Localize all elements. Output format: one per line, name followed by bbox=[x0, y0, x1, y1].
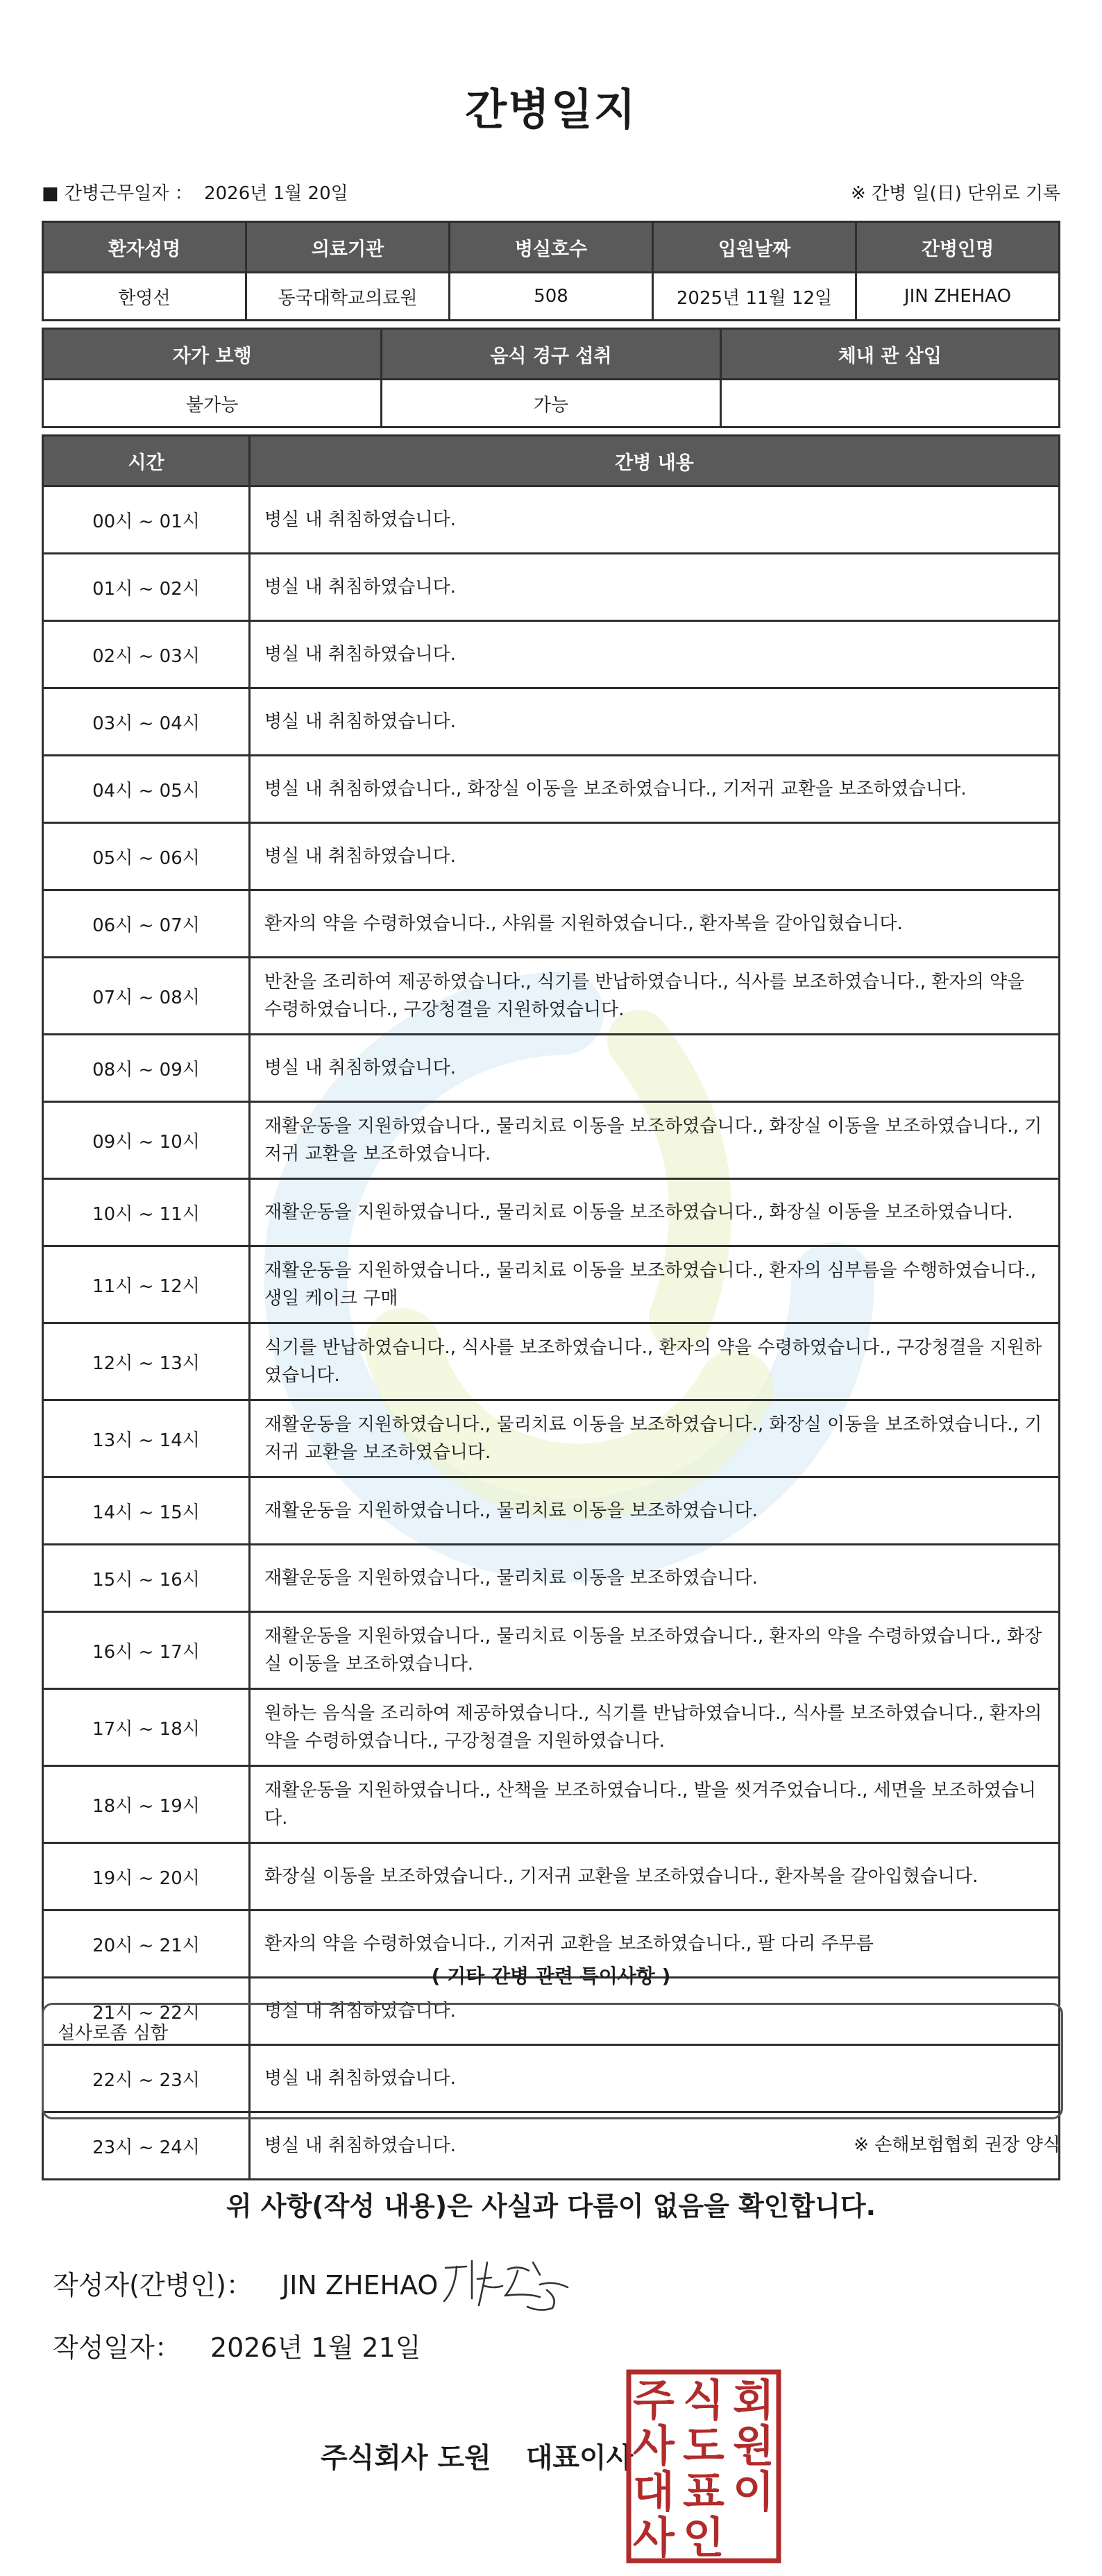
work-date-label: ■ 간병근무일자 ： bbox=[42, 183, 193, 204]
header-patient-name: 환자성명 bbox=[43, 222, 246, 273]
seal-character: 이 bbox=[733, 2466, 774, 2517]
ability-value-row bbox=[43, 380, 1060, 427]
company-name: 주식회사 도원 bbox=[321, 2442, 491, 2474]
log-row bbox=[43, 1102, 1060, 1179]
special-notes-box[interactable] bbox=[42, 2003, 1063, 2119]
log-content: 재활운동을 지원하였습니다., 물리치료 이동을 보조하였습니다. bbox=[250, 1545, 1060, 1612]
header-self-walking: 자가 보행 bbox=[43, 329, 382, 380]
log-row bbox=[43, 756, 1060, 823]
log-content: 병실 내 취침하였습니다. bbox=[250, 2112, 1060, 2180]
log-time: 07시 ~ 08시 bbox=[43, 958, 250, 1035]
tube-insertion-value bbox=[720, 380, 1059, 427]
log-content: 병실 내 취침하였습니다. bbox=[250, 823, 1060, 890]
log-time: 22시 ~ 23시 bbox=[43, 2045, 250, 2112]
log-content: 병실 내 취침하였습니다. bbox=[250, 554, 1060, 621]
handwritten-signature bbox=[436, 2247, 575, 2316]
log-content: 환자의 약을 수령하였습니다., 샤워를 지원하였습니다., 환자복을 갈아입혔습니다. bbox=[250, 890, 1060, 958]
log-row bbox=[43, 1477, 1060, 1545]
log-row bbox=[43, 1545, 1060, 1612]
log-content: 재활운동을 지원하였습니다., 물리치료 이동을 보조하였습니다. bbox=[250, 1477, 1060, 1545]
record-unit-note: ※ 간병 일(日) 단위로 기록 bbox=[850, 183, 1060, 204]
log-row bbox=[43, 958, 1060, 1035]
writer-label: 작성자(간병인)： bbox=[53, 2270, 253, 2300]
header-admission-date: 입원날짜 bbox=[653, 222, 856, 273]
log-content: 식기를 반납하였습니다., 식사를 보조하였습니다., 환자의 약을 수령하였습니다., 구강청결을 지원하였습니다. bbox=[250, 1323, 1060, 1400]
special-notes-text: 설사로좀 심함 bbox=[58, 2023, 168, 2044]
log-content: 재활운동을 지원하였습니다., 산책을 보조하였습니다., 발을 씻겨주었습니다., 세면을 보조하였습니다. bbox=[250, 1766, 1060, 1843]
log-content: 환자의 약을 수령하였습니다., 기저귀 교환을 보조하였습니다., 팔 다리 주무름 bbox=[250, 1910, 1060, 1978]
hospital-name: 동국대학교의료원 bbox=[246, 273, 450, 321]
log-content: 재활운동을 지원하였습니다., 물리치료 이동을 보조하였습니다., 화장실 이동을 보조하였습니다., 기저귀 교환을 보조하였습니다. bbox=[250, 1400, 1060, 1477]
log-content: 재활운동을 지원하였습니다., 물리치료 이동을 보조하였습니다., 화장실 이동을 보조하였습니다., 기저귀 교환을 보조하였습니다. bbox=[250, 1102, 1060, 1179]
header-room-number: 병실호수 bbox=[450, 222, 653, 273]
header-care-content: 간병 내용 bbox=[250, 436, 1060, 486]
form-source-note: ※ 손해보험협회 권장 양식 bbox=[854, 2135, 1060, 2155]
seal-character: 도 bbox=[683, 2421, 724, 2471]
log-row bbox=[43, 486, 1060, 554]
log-row bbox=[43, 890, 1060, 958]
log-header-row bbox=[43, 436, 1060, 486]
log-time: 21시 ~ 22시 bbox=[43, 1978, 250, 2045]
log-content: 재활운동을 지원하였습니다., 물리치료 이동을 보조하였습니다., 화장실 이동을 보조하였습니다. bbox=[250, 1179, 1060, 1246]
log-time: 19시 ~ 20시 bbox=[43, 1843, 250, 1910]
log-time: 00시 ~ 01시 bbox=[43, 486, 250, 554]
patient-header-row bbox=[43, 222, 1060, 273]
seal-character: 원 bbox=[733, 2421, 774, 2471]
care-log-table bbox=[42, 434, 1060, 2180]
seal-character: 표 bbox=[683, 2466, 724, 2517]
header-caregiver-name: 간병인명 bbox=[856, 222, 1060, 273]
log-content: 병실 내 취침하였습니다., 화장실 이동을 보조하였습니다., 기저귀 교환을 보조하였습니다. bbox=[250, 756, 1060, 823]
log-content: 병실 내 취침하였습니다. bbox=[250, 621, 1060, 688]
page-title: 간병일지 bbox=[465, 84, 637, 135]
log-time: 08시 ~ 09시 bbox=[43, 1035, 250, 1102]
special-notes-heading: ( 기타 간병 관련 특이사항 ) bbox=[431, 1965, 671, 1988]
admission-date: 2025년 11월 12일 bbox=[653, 273, 856, 321]
log-time: 04시 ~ 05시 bbox=[43, 756, 250, 823]
log-time: 14시 ~ 15시 bbox=[43, 1477, 250, 1545]
patient-value-row bbox=[43, 273, 1060, 321]
log-time: 10시 ~ 11시 bbox=[43, 1179, 250, 1246]
representative-title: 대표이사 bbox=[525, 2442, 634, 2474]
company-seal-stamp bbox=[625, 2368, 783, 2565]
header-hospital: 의료기관 bbox=[246, 222, 450, 273]
log-time: 15시 ~ 16시 bbox=[43, 1545, 250, 1612]
log-row bbox=[43, 554, 1060, 621]
work-date-line bbox=[42, 179, 348, 205]
log-time: 16시 ~ 17시 bbox=[43, 1612, 250, 1689]
log-time: 23시 ~ 24시 bbox=[43, 2112, 250, 2180]
header-tube-insertion: 체내 관 삽입 bbox=[720, 329, 1059, 380]
seal-character: 인 bbox=[683, 2512, 724, 2563]
confirmation-statement: 위 사항(작성 내용)은 사실과 다름이 없음을 확인합니다. bbox=[226, 2191, 876, 2221]
patient-ability-table bbox=[42, 328, 1060, 428]
room-number: 508 bbox=[450, 273, 653, 321]
log-content: 병실 내 취침하였습니다. bbox=[250, 486, 1060, 554]
log-time: 01시 ~ 02시 bbox=[43, 554, 250, 621]
log-content: 재활운동을 지원하였습니다., 물리치료 이동을 보조하였습니다., 환자의 심부름을 수행하였습니다., 생일 케이크 구매 bbox=[250, 1246, 1060, 1323]
log-row bbox=[43, 1323, 1060, 1400]
patient-name: 한영선 bbox=[43, 273, 246, 321]
log-time: 11시 ~ 12시 bbox=[43, 1246, 250, 1323]
log-row bbox=[43, 1179, 1060, 1246]
written-date-label: 작성일자： bbox=[53, 2332, 181, 2363]
log-content: 반찬을 조리하여 제공하였습니다., 식기를 반납하였습니다., 식사를 보조하였습니다., 환자의 약을 수령하였습니다., 구강청결을 지원하였습니다. bbox=[250, 958, 1060, 1035]
seal-character: 식 bbox=[683, 2375, 724, 2425]
writer-line bbox=[53, 2264, 438, 2302]
log-row bbox=[43, 621, 1060, 688]
seal-character: 사 bbox=[633, 2421, 675, 2471]
seal-character: 대 bbox=[633, 2466, 675, 2517]
seal-character: 사 bbox=[633, 2512, 675, 2563]
log-row bbox=[43, 1843, 1060, 1910]
log-content: 병실 내 취침하였습니다. bbox=[250, 1978, 1060, 2045]
seal-character: 주 bbox=[633, 2375, 675, 2425]
log-content: 화장실 이동을 보조하였습니다., 기저귀 교환을 보조하였습니다., 환자복을 갈아입혔습니다. bbox=[250, 1843, 1060, 1910]
header-time: 시간 bbox=[43, 436, 250, 486]
log-row bbox=[43, 1035, 1060, 1102]
log-row bbox=[43, 1689, 1060, 1766]
log-time: 09시 ~ 10시 bbox=[43, 1102, 250, 1179]
log-time: 02시 ~ 03시 bbox=[43, 621, 250, 688]
caregiver-name: JIN ZHEHAO bbox=[856, 273, 1060, 321]
log-row bbox=[43, 823, 1060, 890]
oral-intake-value: 가능 bbox=[382, 380, 720, 427]
log-time: 03시 ~ 04시 bbox=[43, 688, 250, 756]
ability-header-row bbox=[43, 329, 1060, 380]
company-line bbox=[321, 2436, 633, 2475]
log-content: 병실 내 취침하였습니다. bbox=[250, 688, 1060, 756]
log-time: 20시 ~ 21시 bbox=[43, 1910, 250, 1978]
log-time: 12시 ~ 13시 bbox=[43, 1323, 250, 1400]
written-date-line bbox=[53, 2326, 421, 2364]
log-body bbox=[43, 486, 1060, 2180]
work-date-value: 2026년 1월 20일 bbox=[204, 183, 348, 204]
log-content: 재활운동을 지원하였습니다., 물리치료 이동을 보조하였습니다., 환자의 약을 수령하였습니다., 화장실 이동을 보조하였습니다. bbox=[250, 1612, 1060, 1689]
log-row bbox=[43, 688, 1060, 756]
log-row bbox=[43, 1246, 1060, 1323]
patient-info-table bbox=[42, 221, 1060, 321]
log-time: 13시 ~ 14시 bbox=[43, 1400, 250, 1477]
log-content: 병실 내 취침하였습니다. bbox=[250, 1035, 1060, 1102]
log-content: 병실 내 취침하였습니다. bbox=[250, 2045, 1060, 2112]
log-row bbox=[43, 1766, 1060, 1843]
seal-character: 회 bbox=[733, 2375, 774, 2425]
log-content: 원하는 음식을 조리하여 제공하였습니다., 식기를 반납하였습니다., 식사를 보조하였습니다., 환자의 약을 수령하였습니다., 구강청결을 지원하였습니다. bbox=[250, 1689, 1060, 1766]
log-time: 06시 ~ 07시 bbox=[43, 890, 250, 958]
log-time: 18시 ~ 19시 bbox=[43, 1766, 250, 1843]
header-oral-intake: 음식 경구 섭취 bbox=[382, 329, 720, 380]
writer-name: JIN ZHEHAO bbox=[282, 2270, 439, 2300]
log-time: 05시 ~ 06시 bbox=[43, 823, 250, 890]
log-time: 17시 ~ 18시 bbox=[43, 1689, 250, 1766]
written-date-value: 2026년 1월 21일 bbox=[210, 2332, 421, 2363]
log-row bbox=[43, 1400, 1060, 1477]
self-walking-value: 불가능 bbox=[43, 380, 382, 427]
log-row bbox=[43, 1612, 1060, 1689]
